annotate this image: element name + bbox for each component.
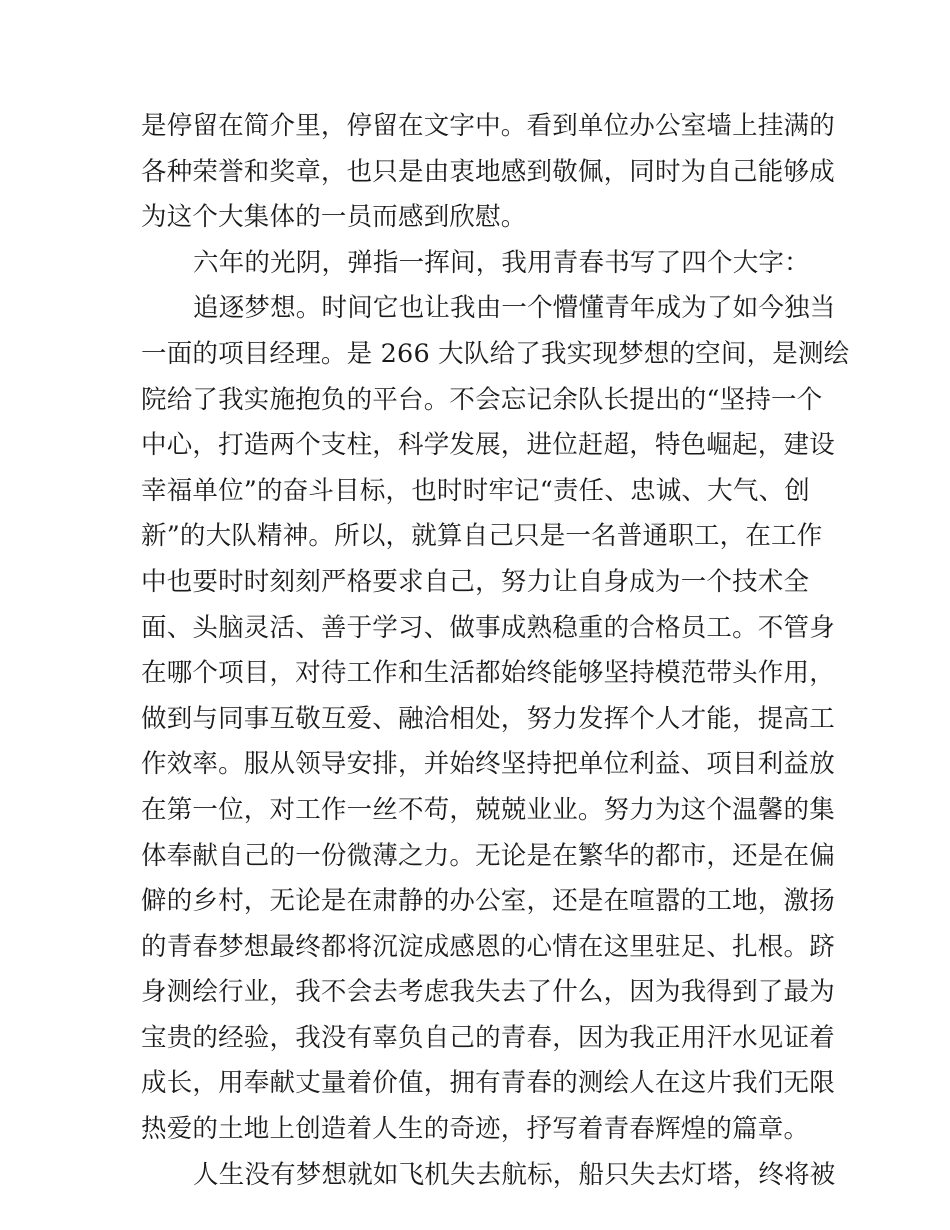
text-line: 身测绘行业，我不会去考虑我失去了什么，因为我得到了最为 <box>141 977 835 1008</box>
text-line: 为这个大集体的一员而感到欣慰。 <box>141 202 527 233</box>
text-line: 热爱的土地上创造着人生的奇迹，抒写着青春辉煌的篇章。 <box>141 1114 810 1145</box>
text-line: 幸福单位”的奋斗目标，也时时牢记“责任、忠诚、大气、创 <box>141 475 810 506</box>
text-line: 一面的项目经理。是 266 大队给了我实现梦想的空间，是测绘 <box>141 338 850 369</box>
text-line: 僻的乡村，无论是在肃静的办公室，还是在喧嚣的工地，激扬 <box>141 886 835 917</box>
text-line: 成长，用奉献丈量着价值，拥有青春的测绘人在这片我们无限 <box>141 1068 835 1099</box>
paragraph-first-line: 人生没有梦想就如飞机失去航标，船只失去灯塔，终将被 <box>193 1159 836 1190</box>
text-line: 新”的大队精神。所以，就算自己只是一名普通职工，在工作 <box>141 521 823 552</box>
text-line: 院给了我实施抱负的平台。不会忘记余队长提出的“坚持一个 <box>141 384 823 415</box>
text-line: 是停留在简介里，停留在文字中。看到单位办公室墙上挂满的 <box>141 111 835 141</box>
paragraph-first-line: 追逐梦想。时间它也让我由一个懵懂青年成为了如今独当 <box>193 293 836 324</box>
text-line: 的青春梦想最终都将沉淀成感恩的心情在这里驻足、扎根。跻 <box>141 931 835 962</box>
body-text <box>141 104 850 1198</box>
text-line: 中心，打造两个支柱，科学发展，进位赶超，特色崛起，建设 <box>141 430 835 461</box>
text-line: 在哪个项目，对待工作和生活都始终能够坚持模范带头作用， <box>141 658 835 689</box>
text-line: 作效率。服从领导安排，并始终坚持把单位利益、项目利益放 <box>141 749 835 780</box>
paragraph-first-line: 六年的光阴，弹指一挥间，我用青春书写了四个大字： <box>193 247 810 278</box>
text-line: 做到与同事互敬互爱、融洽相处，努力发挥个人才能，提高工 <box>141 703 835 734</box>
text-line: 宝贵的经验，我没有辜负自己的青春，因为我正用汗水见证着 <box>141 1022 835 1053</box>
text-line: 在第一位，对工作一丝不苟，兢兢业业。努力为这个温馨的集 <box>141 794 835 825</box>
text-line: 体奉献自己的一份微薄之力。无论是在繁华的都市，还是在偏 <box>141 840 835 871</box>
text-line: 面、头脑灵活、善于学习、做事成熟稳重的合格员工。不管身 <box>141 612 835 643</box>
text-line: 各种荣誉和奖章，也只是由衷地感到敬佩，同时为自己能够成 <box>141 156 835 187</box>
text-line: 中也要时时刻刻严格要求自己，努力让自身成为一个技术全 <box>141 566 810 597</box>
